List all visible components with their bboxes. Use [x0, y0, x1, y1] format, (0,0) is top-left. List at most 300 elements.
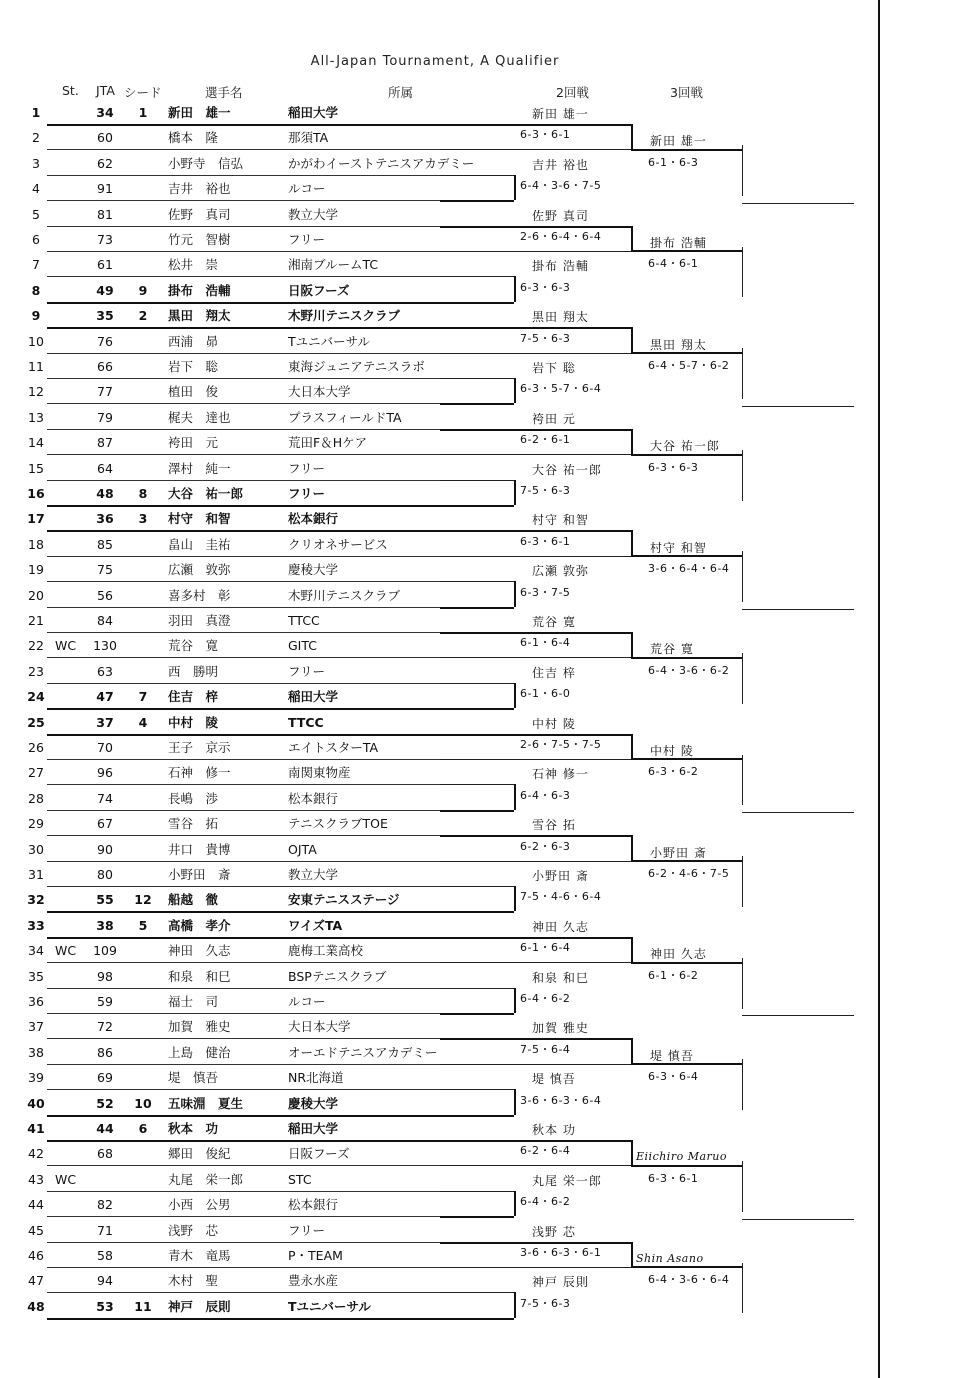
player-name: 松井 崇	[168, 257, 219, 273]
player-affiliation: 南関東物産	[288, 765, 351, 781]
bracket-line	[742, 247, 743, 298]
bracket-line	[440, 759, 631, 760]
seed-number: 2	[138, 308, 148, 324]
round2-winner: 黒田 翔太	[532, 310, 589, 325]
player-name: 中村 陵	[168, 714, 219, 730]
round3-score: 6-4・3-6・6-4	[648, 1273, 730, 1287]
row-line	[47, 556, 440, 557]
bracket-line	[631, 758, 743, 760]
seed-number: 12	[134, 892, 152, 908]
round2-score: 7-5・6-3	[520, 331, 571, 345]
bracket-line	[514, 1089, 516, 1114]
row-number: 45	[28, 1222, 44, 1238]
row-number: 29	[28, 816, 44, 832]
bracket-line	[742, 1219, 854, 1220]
bracket-line	[440, 1013, 514, 1015]
player-name: 西浦 昴	[168, 333, 219, 349]
jta-rank: 84	[97, 613, 113, 628]
jta-rank: 38	[96, 917, 114, 933]
row-number: 3	[32, 155, 40, 171]
round3-score: 6-3・6-2	[648, 765, 699, 779]
bracket-line	[631, 454, 743, 456]
round2-winner: 大谷 祐一郎	[532, 462, 602, 477]
jta-rank: 80	[97, 867, 113, 882]
player-name: 村守 和智	[168, 511, 231, 527]
bracket-line	[440, 708, 514, 710]
round2-score: 6-3・5-7・6-4	[520, 382, 602, 396]
player-name: 秋本 功	[168, 1121, 219, 1136]
row-line	[47, 378, 440, 379]
round3-score: 6-4・3-6・6-2	[648, 663, 730, 677]
bracket-line	[440, 251, 631, 252]
row-line	[47, 835, 440, 836]
bracket-line	[742, 406, 854, 407]
header-st: St.	[62, 83, 79, 98]
bracket-line	[440, 734, 631, 736]
jta-rank: 72	[97, 1019, 113, 1035]
round2-winner: 石神 修一	[532, 767, 589, 782]
status-label: WC	[55, 638, 77, 654]
player-affiliation: 那須TA	[288, 130, 329, 146]
bracket-line	[440, 378, 514, 379]
player-name: 加賀 雅史	[168, 1019, 231, 1035]
player-name: 神戸 辰則	[168, 1298, 231, 1314]
round2-score: 6-2・6-4	[520, 1144, 571, 1158]
row-line	[47, 708, 440, 710]
player-name: 小野田 斎	[168, 867, 231, 882]
bracket-line	[440, 530, 631, 532]
player-affiliation: 荒田F＆Hケア	[288, 435, 368, 451]
bracket-line	[440, 276, 514, 277]
player-name: 高橋 孝介	[168, 917, 231, 933]
seed-number: 9	[138, 282, 148, 298]
jta-rank: 68	[97, 1146, 113, 1162]
bracket-line	[440, 1064, 631, 1065]
seed-number: 11	[134, 1298, 152, 1314]
round2-winner: 吉井 裕也	[532, 157, 589, 172]
row-number: 19	[28, 562, 44, 578]
bracket-line	[440, 1318, 514, 1320]
player-affiliation: 木野川テニスクラブ	[288, 308, 401, 324]
player-name: 雪谷 拓	[168, 816, 219, 832]
bracket-line	[440, 632, 631, 634]
bracket-line	[514, 1191, 516, 1216]
jta-rank: 52	[96, 1095, 114, 1111]
row-line	[47, 784, 440, 785]
bracket-line	[440, 1140, 631, 1142]
bracket-line	[631, 860, 743, 862]
jta-rank: 69	[97, 1070, 113, 1086]
seed-number: 8	[138, 486, 148, 501]
jta-rank: 56	[97, 587, 113, 603]
bracket-line	[514, 480, 516, 505]
row-line	[47, 327, 440, 329]
row-line	[47, 683, 440, 684]
page-title: All-Japan Tournament, A Qualifier	[310, 54, 560, 69]
row-line	[47, 251, 440, 252]
bracket-line	[742, 1263, 743, 1314]
row-number: 25	[27, 714, 45, 730]
player-name: 畠山 圭祐	[168, 536, 231, 552]
round2-score: 6-2・6-1	[520, 433, 571, 447]
row-line	[47, 962, 440, 963]
jta-rank: 79	[97, 409, 113, 425]
seed-number: 4	[138, 714, 148, 730]
row-number: 36	[28, 994, 44, 1009]
row-number: 37	[28, 1019, 44, 1035]
row-number: 10	[28, 333, 44, 349]
player-affiliation: 木野川テニスクラブ	[288, 587, 401, 603]
round2-winner: 堤 慎吾	[532, 1072, 576, 1087]
bracket-line	[631, 1140, 633, 1165]
bracket-line	[440, 911, 514, 913]
seed-number: 6	[138, 1121, 148, 1136]
round3-score: 6-3・6-3	[648, 460, 699, 474]
jta-rank: 130	[93, 638, 117, 654]
player-name: 堤 慎吾	[168, 1070, 219, 1086]
row-line	[47, 1267, 440, 1268]
bracket-line	[742, 203, 854, 204]
bracket-line	[631, 962, 743, 964]
player-name: 佐野 真司	[168, 206, 231, 222]
player-affiliation: 安東テニスステージ	[288, 892, 400, 908]
bracket-line	[514, 1292, 516, 1317]
player-affiliation: テニスクラブTOE	[288, 816, 388, 832]
bracket-line	[742, 755, 743, 806]
row-line	[47, 1165, 440, 1166]
player-affiliation: 稲田大学	[288, 1121, 339, 1136]
row-number: 2	[32, 130, 40, 146]
bracket-line	[514, 988, 516, 1013]
bracket-line	[440, 226, 631, 228]
jta-rank: 58	[97, 1248, 113, 1263]
player-affiliation: クリオネサービス	[288, 536, 388, 552]
seed-number: 3	[138, 511, 148, 527]
round2-winner: 袴田 元	[532, 411, 576, 426]
bracket-line	[742, 1015, 854, 1016]
jta-rank: 66	[97, 359, 113, 374]
jta-rank: 64	[97, 460, 113, 476]
bracket-line	[631, 632, 633, 657]
bracket-line	[742, 348, 743, 399]
row-line	[47, 911, 440, 913]
bracket-line	[440, 581, 514, 582]
player-name: 吉井 裕也	[168, 181, 231, 197]
round2-winner: 雪谷 拓	[532, 818, 576, 833]
jta-rank: 44	[96, 1121, 114, 1136]
status-label: WC	[55, 943, 77, 959]
round2-winner: 加賀 雅史	[532, 1021, 589, 1036]
row-line	[47, 302, 440, 304]
round3-winner: Shin Asano	[636, 1252, 704, 1265]
bracket-line	[631, 1038, 633, 1063]
jta-rank: 98	[97, 968, 113, 984]
round2-score: 6-3・6-1	[520, 534, 571, 548]
player-affiliation: Tユニバーサル	[288, 333, 371, 349]
row-line	[47, 1115, 440, 1117]
round2-winner: 村守 和智	[532, 513, 589, 528]
header-player: 選手名	[205, 85, 243, 100]
round2-score: 6-3・6-1	[520, 128, 571, 142]
player-affiliation: フリー	[288, 486, 326, 501]
player-name: 長嶋 渉	[168, 790, 219, 806]
round3-winner: 新田 雄一	[650, 134, 707, 149]
jta-rank: 90	[97, 841, 113, 857]
bracket-line	[742, 1059, 743, 1110]
row-line	[47, 124, 440, 126]
player-name: 福士 司	[168, 994, 219, 1009]
player-affiliation: TTCC	[288, 714, 324, 730]
round2-winner: 新田 雄一	[532, 107, 589, 121]
row-number: 15	[28, 460, 44, 476]
round2-winner: 岩下 聡	[532, 361, 576, 375]
player-affiliation: 教立大学	[288, 206, 339, 222]
player-name: 喜多村 彰	[168, 587, 231, 603]
bracket-line	[742, 653, 743, 704]
round2-winner: 神戸 辰則	[532, 1275, 589, 1290]
row-line	[47, 988, 440, 989]
round2-score: 6-4・6-3	[520, 788, 571, 802]
row-line	[47, 1242, 440, 1243]
round3-winner: Eiichiro Maruo	[636, 1150, 727, 1164]
player-affiliation: フリー	[288, 460, 326, 476]
player-name: 荒谷 寛	[168, 638, 219, 654]
bracket-line	[440, 1242, 631, 1244]
player-affiliation: 日阪フーズ	[288, 282, 350, 298]
seed-number: 7	[138, 689, 148, 705]
row-number: 30	[28, 841, 44, 857]
bracket-line	[440, 1292, 514, 1293]
row-number: 20	[28, 587, 44, 603]
row-number: 17	[27, 511, 45, 527]
bracket-line	[440, 861, 631, 862]
bracket-line	[440, 1089, 514, 1090]
row-number: 9	[31, 308, 41, 324]
player-affiliation: オーエドテニスアカデミー	[288, 1044, 438, 1060]
jta-rank: 47	[96, 689, 114, 705]
bracket-line	[742, 856, 743, 907]
row-number: 11	[28, 359, 44, 374]
bracket-line	[631, 250, 743, 252]
round2-score: 3-6・6-3・6-1	[520, 1246, 602, 1259]
round3-score: 6-1・6-3	[648, 155, 699, 169]
seed-number: 5	[138, 917, 148, 933]
row-line	[47, 276, 440, 277]
bracket-line	[440, 784, 514, 785]
jta-rank: 73	[97, 232, 113, 247]
bracket-line	[514, 581, 516, 606]
jta-rank: 61	[97, 257, 113, 273]
bracket-line	[631, 1242, 633, 1267]
row-number: 34	[28, 943, 44, 959]
round3-score: 6-3・6-4	[648, 1070, 699, 1084]
bracket-line	[631, 1165, 743, 1167]
round3-winner: 大谷 祐一郎	[650, 439, 720, 454]
row-number: 4	[32, 181, 40, 197]
player-name: 丸尾 栄一郎	[168, 1171, 244, 1187]
player-affiliation: 大日本大学	[288, 1019, 351, 1035]
round2-score: 6-1・6-4	[520, 941, 571, 955]
player-name: 住吉 梓	[168, 689, 219, 705]
bracket-line	[631, 124, 633, 149]
jta-rank: 55	[96, 892, 114, 908]
player-name: 橋本 隆	[168, 130, 219, 146]
round2-score: 7-5・6-4	[520, 1042, 571, 1056]
player-affiliation: フリー	[288, 1222, 326, 1238]
round2-winner: 小野田 斎	[532, 869, 589, 883]
row-number: 16	[27, 486, 45, 501]
bracket-line	[514, 378, 516, 403]
row-number: 39	[28, 1070, 44, 1086]
bracket-line	[440, 835, 631, 837]
round3-score: 6-4・6-1	[648, 257, 699, 271]
round3-winner: 神田 久志	[650, 947, 707, 962]
bracket-line	[440, 1191, 514, 1192]
bracket-line	[742, 1161, 743, 1212]
row-line	[47, 1089, 440, 1090]
row-line	[47, 810, 440, 811]
bracket-line	[440, 505, 514, 507]
header-affiliation: 所属	[388, 85, 414, 100]
row-number: 8	[31, 282, 41, 298]
round2-winner: 浅野 芯	[532, 1224, 576, 1239]
row-line	[47, 607, 440, 608]
player-affiliation: TTCC	[288, 613, 320, 628]
round2-score: 6-1・6-4	[520, 636, 571, 650]
round3-score: 3-6・6-4・6-4	[648, 562, 730, 576]
bracket-line	[440, 683, 514, 684]
jta-rank: 59	[97, 994, 113, 1009]
row-line	[47, 1140, 440, 1142]
row-line	[47, 403, 440, 404]
player-affiliation: NR北海道	[288, 1070, 344, 1086]
round3-winner: 堤 慎吾	[650, 1048, 694, 1063]
row-number: 41	[27, 1121, 45, 1136]
jta-rank: 96	[97, 765, 113, 781]
status-label: WC	[55, 1171, 77, 1187]
jta-rank: 70	[97, 740, 113, 755]
round3-winner: 掛布 浩輔	[650, 236, 707, 250]
row-line	[47, 1064, 440, 1065]
row-number: 24	[27, 689, 45, 705]
player-name: 植田 俊	[168, 384, 219, 400]
round3-score: 6-1・6-2	[648, 968, 699, 982]
round3-score: 6-3・6-1	[648, 1171, 699, 1185]
row-number: 26	[28, 740, 44, 755]
bracket-line	[514, 175, 516, 200]
player-affiliation: 松本銀行	[288, 511, 339, 527]
player-affiliation: 大日本大学	[288, 384, 351, 400]
row-number: 31	[28, 867, 44, 882]
round2-winner: 秋本 功	[532, 1123, 576, 1137]
header-round3: 3回戦	[670, 85, 703, 100]
player-name: 和泉 和巳	[168, 968, 231, 984]
player-affiliation: フリー	[288, 663, 326, 679]
bracket-line	[440, 200, 514, 202]
round2-winner: 住吉 梓	[532, 665, 576, 680]
row-line	[47, 149, 440, 150]
jta-rank: 60	[97, 130, 113, 146]
jta-rank: 36	[96, 511, 114, 527]
bracket-line	[440, 886, 514, 887]
bracket-line	[631, 149, 743, 151]
player-name: 大谷 祐一郎	[168, 486, 244, 501]
bracket-line	[631, 226, 633, 251]
row-line	[47, 886, 440, 887]
row-number: 7	[32, 257, 40, 273]
player-name: 岩下 聡	[168, 359, 219, 374]
bracket-line	[440, 556, 631, 557]
round3-winner: 中村 陵	[650, 744, 694, 758]
player-affiliation: ワイズTA	[288, 917, 343, 933]
row-line	[47, 530, 440, 532]
bracket-line	[631, 429, 633, 454]
row-number: 28	[28, 790, 44, 806]
row-line	[47, 632, 440, 633]
row-number: 1	[31, 105, 41, 120]
bracket-line	[440, 657, 631, 658]
jta-rank: 49	[96, 282, 114, 298]
row-number: 27	[28, 765, 44, 781]
player-affiliation: STC	[288, 1171, 312, 1187]
bracket-line	[742, 551, 743, 602]
jta-rank: 77	[97, 384, 113, 400]
bracket-line	[631, 1063, 743, 1065]
row-line	[47, 353, 440, 354]
round2-score: 6-3・7-5	[520, 585, 571, 599]
row-line	[47, 200, 440, 201]
round3-winner: 小野田 斎	[650, 845, 707, 860]
row-line	[47, 429, 440, 430]
bracket-line	[440, 403, 514, 405]
bracket-line	[742, 450, 743, 501]
jta-rank: 62	[97, 155, 113, 171]
jta-rank: 71	[97, 1222, 113, 1238]
bracket-line	[440, 175, 514, 176]
jta-rank: 109	[93, 943, 117, 959]
round2-winner: 中村 陵	[532, 716, 576, 731]
row-number: 47	[28, 1273, 44, 1289]
bracket-line	[514, 886, 516, 911]
player-name: 西 勝明	[168, 663, 219, 679]
row-number: 33	[27, 917, 45, 933]
player-name: 石神 修一	[168, 765, 231, 781]
player-affiliation: 慶稜大学	[288, 562, 339, 578]
player-name: 船越 徹	[168, 892, 219, 908]
player-affiliation: プラスフィールドTA	[288, 409, 402, 425]
bracket-line	[631, 555, 743, 557]
round2-winner: 掛布 浩輔	[532, 259, 589, 274]
player-affiliation: フリー	[288, 232, 326, 247]
row-line	[47, 175, 440, 176]
row-number: 43	[28, 1171, 44, 1187]
round2-winner: 荒谷 寛	[532, 615, 576, 629]
row-number: 48	[27, 1298, 45, 1314]
row-line	[47, 657, 440, 658]
jta-rank: 76	[97, 333, 113, 349]
row-number: 44	[28, 1197, 44, 1213]
row-number: 18	[28, 536, 44, 552]
row-number: 42	[28, 1146, 44, 1162]
jta-rank: 85	[97, 536, 113, 552]
bracket-line	[440, 124, 631, 126]
seed-number: 1	[138, 105, 148, 120]
row-number: 12	[28, 384, 44, 400]
bracket-line	[440, 454, 631, 455]
player-name: 上島 健治	[168, 1044, 231, 1060]
jta-rank: 37	[96, 714, 114, 730]
player-affiliation: P・TEAM	[288, 1248, 343, 1263]
